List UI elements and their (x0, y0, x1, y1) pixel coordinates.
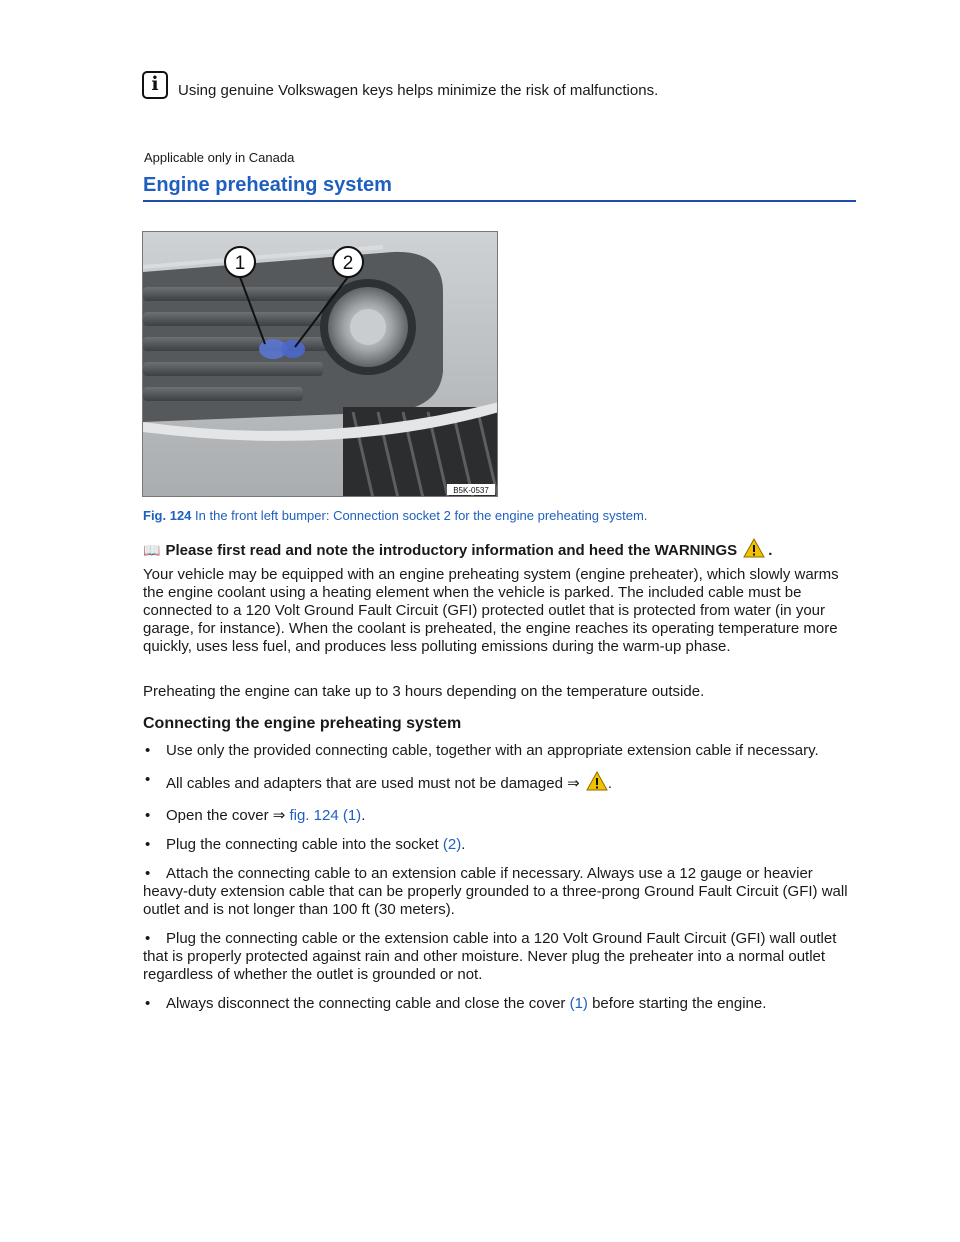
step-text: Open the cover ⇒ (166, 807, 290, 824)
applicability-label: Applicable only in Canada (144, 150, 295, 165)
callout-2-label: 2 (342, 253, 354, 274)
read-note-end: . (768, 541, 773, 559)
list-item (143, 865, 859, 919)
bullet-icon: • (145, 995, 151, 1012)
subheading: Connecting the engine preheating system (143, 715, 462, 732)
list-item (143, 836, 859, 854)
caption-text: In the front left bumper: Connection socket 2 for the engine preheating system. (195, 508, 648, 523)
info-icon: i (142, 71, 168, 99)
intro-paragraph: Your vehicle may be equipped with an engine preheating system (engine preheater), which slowly warms the engine coolant using a heating element when the vehicle is parked. The included cable must be connected to a 120 Volt Ground Fault Circuit (GFI) protected outlet that is protected from water (in your garage, for instance). When the coolant is preheated, the engine reaches its operating temperature more quickly, uses less fuel, and produces less polluting emissions during the warm-up phase. (143, 566, 839, 655)
section-title: Engine preheating system (143, 174, 856, 202)
bullet-icon: • (145, 930, 151, 947)
note-text: Using genuine Volkswagen keys helps minimize the risk of malfunctions. (178, 82, 659, 99)
bumper-illustration (143, 232, 498, 497)
steps-list (143, 742, 859, 1024)
step-text: Use only the provided connecting cable, together with an appropriate extension cable if necessary. (166, 742, 819, 759)
callout-1-label: 1 (234, 253, 246, 274)
step-end: . (607, 775, 613, 792)
bullet-icon: • (145, 771, 151, 788)
list-item (143, 742, 859, 760)
book-icon: 📖 (143, 541, 161, 558)
figure-caption (143, 508, 647, 523)
step-text: Plug the connecting cable into the socket (166, 836, 443, 853)
caption-label: Fig. 124 (143, 508, 192, 523)
step-text: Attach the connecting cable to an extension cable if necessary. Always use a 12 gauge or heavier heavy-duty extension cable that can be properly grounded to a three-prong Ground Fault Circuit (GFI) wall outlet and is not longer than 100 ft (30 meters). (143, 865, 848, 918)
info-note (142, 68, 658, 99)
step-end: . (461, 836, 466, 853)
bullet-icon: • (145, 865, 151, 882)
warning-triangle-icon[interactable] (743, 538, 765, 562)
step-end: before starting the engine. (587, 995, 767, 1012)
figure-bumper-image (142, 231, 498, 497)
list-item (143, 771, 859, 796)
bullet-icon: • (145, 836, 151, 853)
read-note-text: Please first read and note the introductory information and heed the WARNINGS (165, 541, 738, 559)
step-text: Always disconnect the connecting cable and close the cover (166, 995, 570, 1012)
list-item (143, 807, 859, 825)
warning-triangle-icon[interactable] (586, 771, 608, 796)
cover-link[interactable]: (1) (569, 995, 588, 1012)
step-text: Plug the connecting cable or the extension cable into a 120 Volt Ground Fault Circuit (GFI) wall outlet that is properly protected against rain and other moisture. Never plug the preheater into a normal outlet regardless of whether the outlet is grounded or not. (143, 930, 837, 983)
list-item (143, 995, 859, 1013)
bullet-icon: • (145, 807, 151, 824)
image-code: B5K-0537 (453, 486, 489, 495)
step-text: All cables and adapters that are used must not be damaged ⇒ (166, 775, 580, 792)
list-item (143, 930, 859, 984)
read-first-note (143, 538, 772, 562)
bullet-icon: • (145, 742, 151, 759)
figure-link[interactable]: fig. 124 (1) (289, 807, 362, 824)
step-end: . (361, 807, 366, 824)
duration-paragraph: Preheating the engine can take up to 3 hours depending on the temperature outside. (143, 683, 705, 700)
socket-link[interactable]: (2) (442, 836, 462, 853)
